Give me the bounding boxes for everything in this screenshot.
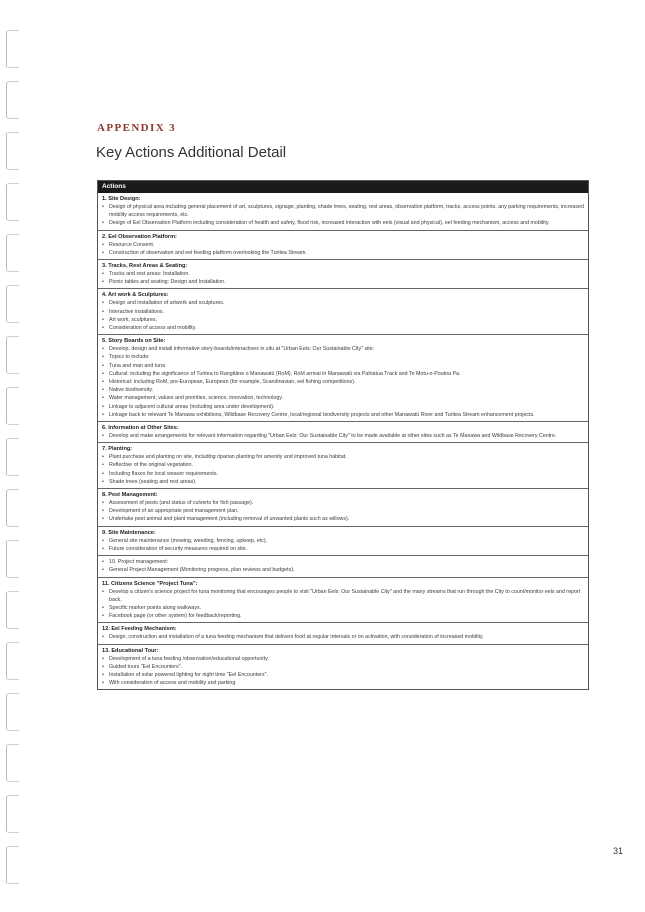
action-section bbox=[98, 193, 588, 230]
binder-hole bbox=[6, 183, 19, 221]
binder-hole bbox=[6, 30, 19, 68]
bullet-item: • Specific marker points along walkways. bbox=[102, 604, 584, 612]
sections-container bbox=[98, 193, 588, 689]
action-section bbox=[98, 421, 588, 442]
section-title: 6. Information at Other Sites: bbox=[102, 425, 179, 432]
action-section bbox=[98, 288, 588, 334]
action-section bbox=[98, 526, 588, 555]
bullet-list bbox=[102, 558, 584, 574]
binder-hole bbox=[6, 336, 19, 374]
bullet-list bbox=[102, 453, 584, 486]
binder-hole bbox=[6, 234, 19, 272]
bullet-item: • Design, construction and installation of a tuna feeding mechanism that delivers food at regular intervals or on activation, with consideration of increased mobility. bbox=[102, 633, 584, 641]
bullet-list bbox=[102, 299, 584, 332]
bullet-item: • Design of Eel Observation Platform including consideration of health and safety, flood risk, increased interaction with eels (visual and physical), eel feeding mechanism, access and mobility. bbox=[102, 219, 584, 227]
bullet-item: • Develop a citizen's science project for tuna monitoring that encourages people to visit "Urban Eels: Our Sustainable City" and the many streams that run through the City to count/monitor eels and report back. bbox=[102, 588, 584, 604]
bullet-list bbox=[102, 241, 584, 257]
bullet-item: • Reflective of the original vegetation. bbox=[102, 461, 584, 469]
bullet-list bbox=[102, 655, 584, 688]
bullet-item: • Including flaxes for local weaver requirements. bbox=[102, 470, 584, 478]
section-title: 13. Educational Tour: bbox=[102, 647, 159, 654]
actions-table bbox=[97, 180, 589, 690]
action-section bbox=[98, 488, 588, 526]
bullet-item: • General site maintenance (mowing, weeding, fencing, upkeep, etc). bbox=[102, 537, 584, 545]
action-section bbox=[98, 622, 588, 643]
bullet-item: • With consideration of access and mobility and parking. bbox=[102, 679, 584, 687]
bullet-item: • Future consideration of security measures required on site. bbox=[102, 545, 584, 553]
binder-hole bbox=[6, 642, 19, 680]
bullet-item: • Historical: including RoM, pre-European, European (for example, Scandinavian, eel fishing competitions). bbox=[102, 378, 584, 386]
bullet-list bbox=[102, 633, 584, 641]
bullet-item: • Construction of observation and eel feeding platform overlooking the Turitea Stream. bbox=[102, 249, 584, 257]
bullet-item: • Interactive installations. bbox=[102, 308, 584, 316]
bullet-item: • Assessment of pests (and status of culverts for fish passage). bbox=[102, 499, 584, 507]
action-section bbox=[98, 555, 588, 576]
binder-hole bbox=[6, 846, 19, 884]
section-title: 3. Tracks, Rest Areas & Seating: bbox=[102, 263, 188, 270]
section-title: 2. Eel Observation Platform: bbox=[102, 233, 177, 240]
bullet-item: • Art work, sculptures. bbox=[102, 316, 584, 324]
binder-holes bbox=[6, 30, 20, 900]
bullet-item: • Plant purchase and planting on site, including riparian planting for amenity and improved tuna habitat. bbox=[102, 453, 584, 461]
bullet-item: • Develop and make arrangements for relevant information regarding "Urban Eels: Our Sustainable City" to be made available at other sites such as Te Manawa and Wildbase Recovery Centre. bbox=[102, 432, 584, 440]
bullet-item: • Picnic tables and seating: Design and Installation. bbox=[102, 278, 584, 286]
section-title: 7. Planting: bbox=[102, 446, 133, 453]
bullet-item: • Linkage back to relevant Te Manawa exhibitions, Wildbase Recovery Centre, local/regional biodiversity projects and other Manawatū River and Turitea Stream enhancement projects. bbox=[102, 411, 584, 419]
bullet-item: • Design of physical area including general placement of art, sculptures, signage, planting, shade trees, seating, rest areas, observation platform, tracks, access points, any parking requirements, increased mobility access requirements, etc. bbox=[102, 203, 584, 219]
bullet-list bbox=[102, 499, 584, 524]
bullet-item: • Facebook page (or other system) for feedback/reporting. bbox=[102, 612, 584, 620]
action-section bbox=[98, 259, 588, 288]
bullet-item: • 10. Project management: bbox=[102, 558, 584, 566]
appendix-label: APPENDIX 3 bbox=[97, 122, 177, 134]
binder-hole bbox=[6, 489, 19, 527]
section-title: 11. Citizens Science "Project Tuna": bbox=[102, 580, 198, 587]
binder-hole bbox=[6, 693, 19, 731]
action-section bbox=[98, 644, 588, 690]
bullet-item: • Design and installation of artwork and sculptures. bbox=[102, 299, 584, 307]
binder-hole bbox=[6, 132, 19, 170]
section-title: 12. Eel Feeding Mechanism: bbox=[102, 626, 177, 633]
bullet-item: • Native biodiversity. bbox=[102, 386, 584, 394]
bullet-item: • Linkage to adjacent cultural areas (including area under development). bbox=[102, 403, 584, 411]
bullet-list bbox=[102, 203, 584, 228]
binder-hole bbox=[6, 540, 19, 578]
bullet-item: • Shade trees (seating and rest areas). bbox=[102, 478, 584, 486]
section-title: 4. Art work & Sculptures: bbox=[102, 292, 169, 299]
binder-hole bbox=[6, 285, 19, 323]
section-title: 9. Site Maintenance: bbox=[102, 529, 156, 536]
bullet-item: • Tuna and man and tuna bbox=[102, 362, 584, 370]
action-section bbox=[98, 577, 588, 623]
bullet-item: • Installation of solar powered lighting for night time "Eel Encounters". bbox=[102, 671, 584, 679]
binder-hole bbox=[6, 81, 19, 119]
bullet-item: • Guided tours "Eel Encounters". bbox=[102, 663, 584, 671]
bullet-item: • Undertake pest animal and plant management (including removal of unwanted plants such as willows). bbox=[102, 515, 584, 523]
section-title: 8. Pest Management: bbox=[102, 492, 158, 499]
bullet-item: • Cultural: including the significance of Turitea to Rangitāne o Manawatū (RoM), RoM arrival in Manawatū via Pahiatua Track and Te Motu-o-Poutoa Pa. bbox=[102, 370, 584, 378]
table-header: Actions bbox=[98, 181, 588, 193]
bullet-item: • Development of a tuna feeding /observation/educational opportunity. bbox=[102, 655, 584, 663]
action-section bbox=[98, 334, 588, 421]
page-title: Key Actions Additional Detail bbox=[96, 144, 287, 161]
binder-hole bbox=[6, 438, 19, 476]
bullet-list bbox=[102, 270, 584, 286]
page-number: 31 bbox=[613, 846, 624, 856]
binder-hole bbox=[6, 795, 19, 833]
action-section bbox=[98, 230, 588, 259]
action-section bbox=[98, 442, 588, 488]
bullet-item: • General Project Management (Monitoring progress, plan reviews and budgets). bbox=[102, 566, 584, 574]
binder-hole bbox=[6, 744, 19, 782]
bullet-item: • Develop, design and install informative story-boards/interactives in situ at "Urban Eels: Our Sustainable City" site. bbox=[102, 345, 584, 353]
section-title: 1. Site Design: bbox=[102, 196, 141, 202]
bullet-list bbox=[102, 345, 584, 419]
binder-hole bbox=[6, 387, 19, 425]
bullet-list bbox=[102, 588, 584, 621]
section-title: 5. Story Boards on Site: bbox=[102, 338, 166, 345]
bullet-item: • Topics to include: bbox=[102, 353, 584, 361]
bullet-item: • Consideration of access and mobility. bbox=[102, 324, 584, 332]
bullet-item: • Water management, values and priorities, science, innovation, technology. bbox=[102, 394, 584, 402]
bullet-item: • Tracks and rest areas: Installation. bbox=[102, 270, 584, 278]
bullet-list bbox=[102, 537, 584, 553]
bullet-item: • Resource Consent. bbox=[102, 241, 584, 249]
bullet-item: • Development of an appropriate pest management plan. bbox=[102, 507, 584, 515]
binder-hole bbox=[6, 591, 19, 629]
bullet-list bbox=[102, 432, 584, 440]
